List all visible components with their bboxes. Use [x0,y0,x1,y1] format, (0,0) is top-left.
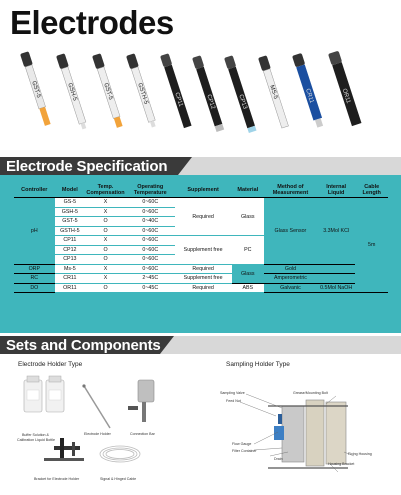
internal-ph: 3.3Mol KCl [317,198,356,265]
sets-section-title: Sets and Components [6,337,161,354]
caption-electrode-holder: Electrode Holder [84,432,111,436]
optemp-cell: 0~60C [126,236,175,246]
col-internal: Internal Liquid [317,183,356,198]
sets-section-header [0,336,401,354]
controller-orp: ORP [14,264,55,274]
electrode-image-7 [224,55,257,133]
electrode-image-8 [258,55,289,128]
electrode-image-3 [92,53,124,128]
col-controller: Controller [14,183,55,198]
annotation-filter-container: Filter Container [232,449,257,453]
internal-do: 0.5Mol NaOH [317,283,356,293]
model-cell: GST-5 [55,217,85,227]
electrode-image-10 [328,51,362,127]
model-cell: Ms-5 [55,264,85,274]
col-model: Model [55,183,85,198]
sampling-holder-label: Sampling Holder Type [226,361,290,368]
model-cell: GSTH-5 [55,226,85,236]
material-abs: ABS [232,283,265,293]
annotation-housing-bracket: Housing Bracket [328,462,355,466]
header-arrow-shape [160,336,174,354]
temp-cell: O [85,217,126,227]
electrode-label-6: CP12 [205,93,216,111]
model-cell: CP12 [55,245,85,255]
electrode-holder-label: Electrode Holder Type [18,361,83,368]
temp-cell: X [85,207,126,217]
caption-bracket: Bracket for Electrode Holder [34,477,80,481]
optemp-cell: 0~45C [126,283,175,293]
temp-cell: X [85,236,126,246]
spec-section-title: Electrode Specification [6,158,168,175]
annotation-fixing-housing: Fixing Housing [348,452,372,456]
electrode-label-2: GSH-5 [66,82,78,102]
material-orp-glass: Glass [232,264,265,283]
annotation-drain: Drain [274,457,283,461]
electrode-label-4: GSTH-5 [136,82,149,106]
material-glass: Glass [232,198,265,236]
caption-connection-bar: Connection Bar [130,432,155,436]
col-temp-comp: Temp. Compensation [86,184,125,196]
supplement-rc: Supplement free [175,274,232,284]
page-title: Electrodes [10,4,174,41]
annotation-feed-nut: Feed Nut [226,399,241,403]
table-row [14,283,388,293]
table-row [14,198,388,208]
cable-length: 5m [355,198,388,293]
internal-empty [317,274,356,284]
table-row [14,274,388,284]
method-glass-sensor: Glass Sensor [264,198,317,265]
spec-section-header [0,157,401,175]
electrode-label-3: GST-5 [102,82,114,101]
model-cell: CP11 [55,236,85,246]
temp-cell: O [85,226,126,236]
optemp-cell: 0~60C [126,264,175,274]
supplement-do: Required [175,283,232,293]
caption-buffer-1: Buffer Solution & [22,433,49,437]
supplement-required: Required [175,198,232,236]
electrode-label-8: MS-5 [268,84,279,100]
spec-table [14,183,388,293]
electrode-image-5 [160,53,192,128]
col-supplement: Supplement [175,183,232,198]
temp-cell: X [85,274,126,284]
temp-cell: X [85,264,126,274]
optemp-cell: 0~60C [126,245,175,255]
model-cell: OR11 [55,283,85,293]
supplement-orp: Required [175,264,232,274]
supplement-free: Supplement free [175,236,232,265]
electrode-image-6 [192,55,225,132]
model-cell: GS-5 [55,198,85,208]
optemp-cell: 0~60C [126,226,175,236]
cable-image [100,446,140,462]
spec-table-header-row [14,183,388,198]
electrode-label-5: CP11 [173,91,184,108]
table-row [14,264,388,274]
sampling-holder-image [226,372,396,492]
method-galvanic: Galvanic [264,283,317,293]
optemp-cell: 0~60C [126,198,175,208]
electrode-image-4 [126,53,158,128]
temp-cell: O [85,255,126,265]
col-op-temp: Operating Temperature [126,183,175,198]
col-material: Material [232,183,265,198]
temp-cell: X [85,198,126,208]
optemp-cell: 2~45C [126,274,175,284]
electrode-product-images [0,50,401,150]
temp-cell: O [85,283,126,293]
electrode-label-7: CP13 [237,93,248,111]
header-arrow-shape [178,157,192,175]
model-cell: GSH-5 [55,207,85,217]
electrode-label-10: OR11 [340,87,352,105]
annotation-sampling-valve: Sampling Valve [220,391,245,395]
col-cable: Cable Length [355,183,388,198]
model-cell: CR11 [55,274,85,284]
electrode-label-1: GST-5 [30,80,42,99]
electrode-holder-image [82,384,110,428]
optemp-cell: 0~60C [126,207,175,217]
internal-empty [317,264,356,274]
method-amperometric: Amperometric [264,274,317,284]
electrode-image-2 [56,53,89,130]
annotation-grease-bolt: Grease/Mounting Bolt [293,391,328,395]
caption-buffer-2: Calibration Liquid Bottle [17,438,55,442]
controller-rc: RC [14,274,55,284]
temp-cell: O [85,245,126,255]
annotation-flow-gauge: Flow Gauge [232,442,252,446]
optemp-cell: 0~40C [126,217,175,227]
optemp-cell: 0~60C [126,255,175,265]
electrode-image-9 [292,53,325,128]
spec-table-panel [0,175,401,333]
electrode-label-9: CR11 [304,88,315,105]
method-gold: Gold [264,264,317,274]
col-method: Method of Measurement [264,183,317,198]
buffer-bottles-image [24,376,64,412]
electrode-image-1 [20,51,52,126]
caption-cable: Signal & Hinged Cable [100,477,137,481]
controller-do: DO [14,283,55,293]
material-pc: PC [232,236,265,265]
controller-ph: pH [14,198,55,265]
connection-box-image [128,380,154,422]
model-cell: CP13 [55,255,85,265]
